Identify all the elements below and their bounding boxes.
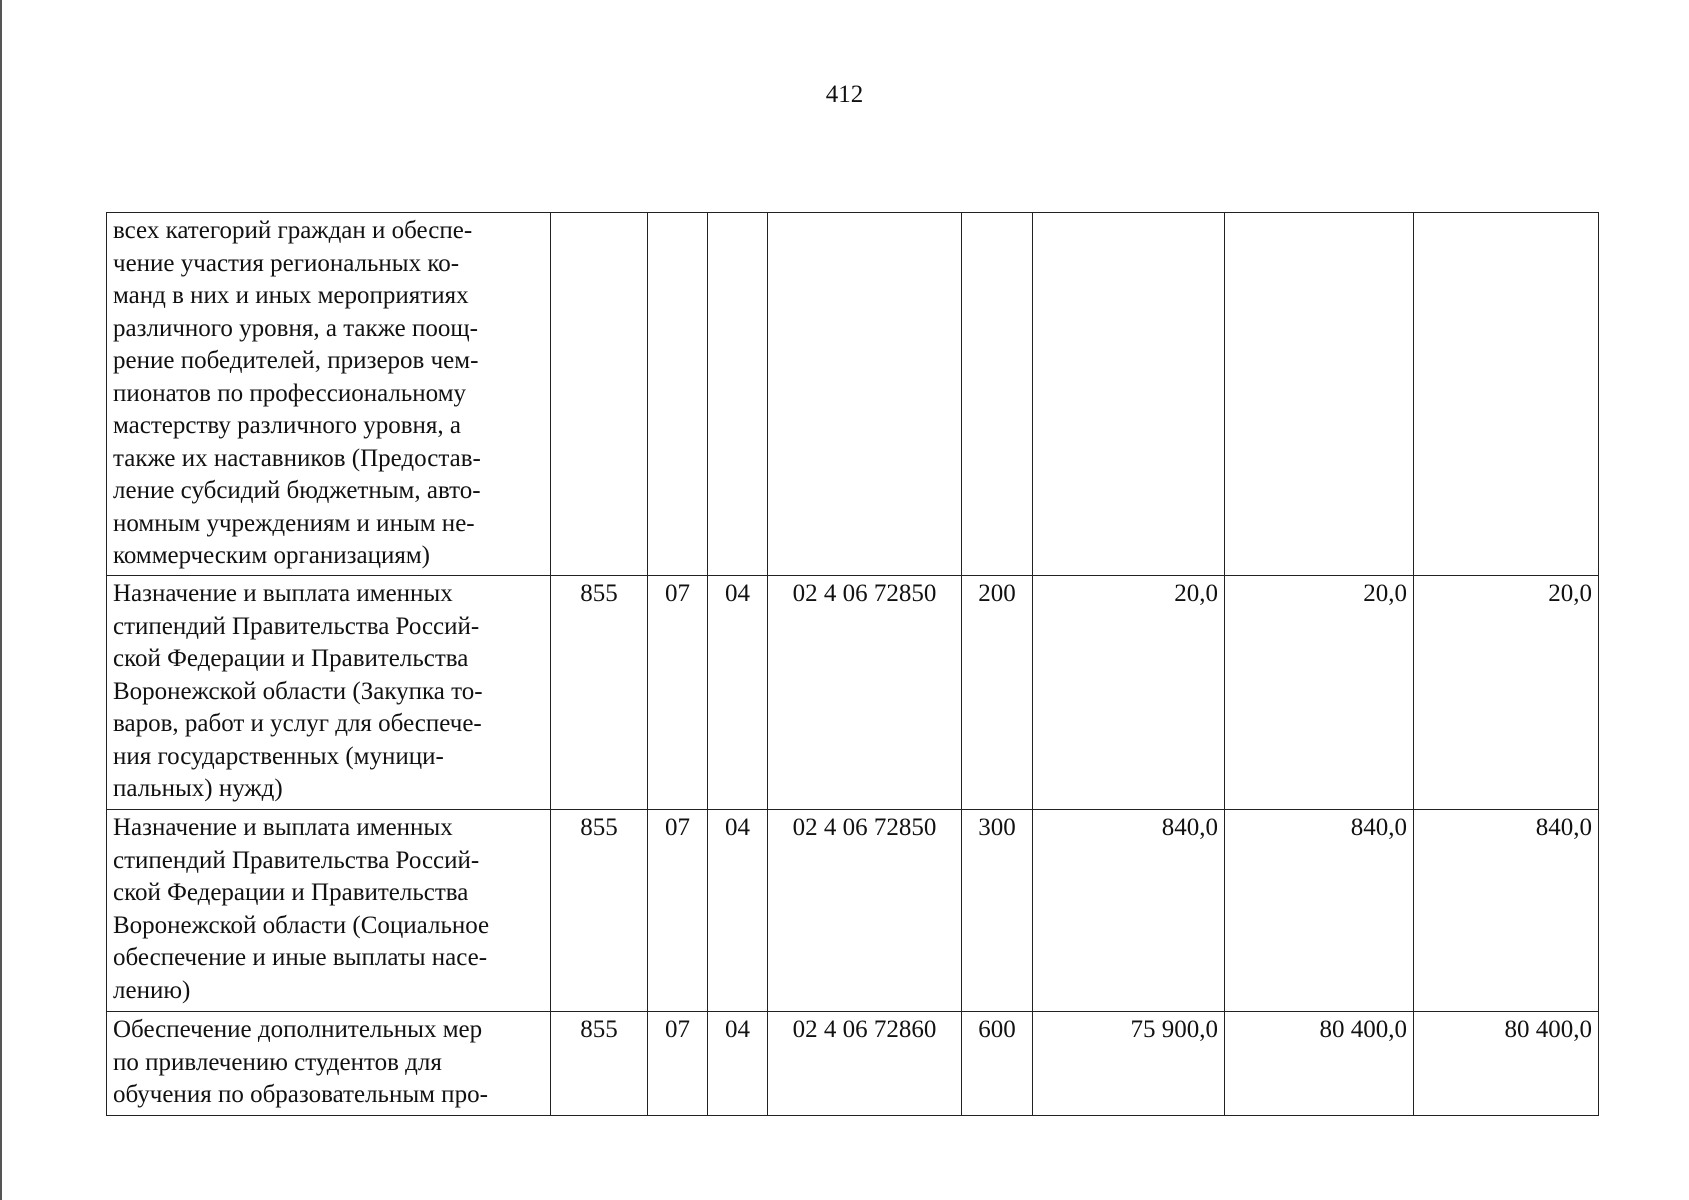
cell-csr: 02 4 06 72860	[768, 1012, 962, 1116]
description-line: мастерству различного уровня, а	[113, 412, 462, 439]
cell-sum-2: 80 400,0	[1225, 1012, 1414, 1116]
cell-vr	[962, 213, 1033, 576]
cell-grbs: 855	[551, 1012, 648, 1116]
scan-left-edge	[0, 0, 2, 1200]
cell-rz	[648, 213, 708, 576]
description-line: Обеспечение дополнительных мер	[113, 1016, 483, 1043]
cell-csr: 02 4 06 72850	[768, 810, 962, 1012]
description-line: манд в них и иных мероприятиях	[113, 282, 469, 309]
description-line: по привлечению студентов для	[113, 1048, 442, 1076]
row-description	[107, 576, 551, 810]
cell-rz: 07	[648, 576, 708, 810]
description-line: обеспечение и иные выплаты насе-	[113, 944, 488, 971]
description-line: различного уровня, а также поощ-	[113, 314, 478, 342]
description-line: ление субсидий бюджетным, авто-	[113, 477, 481, 504]
description-line: Назначение и выплата именных	[113, 580, 453, 607]
description-line: коммерческим организациям)	[113, 542, 430, 569]
cell-grbs: 855	[551, 576, 648, 810]
cell-pr: 04	[708, 576, 768, 810]
row-description	[107, 213, 551, 576]
cell-grbs: 855	[551, 810, 648, 1012]
cell-pr: 04	[708, 1012, 768, 1116]
table-row	[107, 213, 1599, 576]
cell-sum-2: 20,0	[1225, 576, 1414, 810]
cell-sum-3: 840,0	[1414, 810, 1599, 1012]
table-row	[107, 810, 1599, 1012]
description-line: обучения по образовательным про-	[113, 1081, 488, 1108]
description-line: ской Федерации и Правительства	[113, 645, 469, 672]
description-line: номным учреждениям и иным не-	[113, 509, 475, 537]
cell-csr	[768, 213, 962, 576]
cell-sum-2: 840,0	[1225, 810, 1414, 1012]
description-line: Воронежской области (Закупка то-	[113, 677, 483, 705]
cell-vr: 600	[962, 1012, 1033, 1116]
cell-sum-2	[1225, 213, 1414, 576]
description-line: пальных) нужд)	[113, 775, 283, 802]
cell-csr: 02 4 06 72850	[768, 576, 962, 810]
description-line: стипендий Правительства Россий-	[113, 846, 480, 874]
budget-table	[106, 212, 1599, 1116]
description-line: всех категорий граждан и обеспе-	[113, 217, 473, 244]
description-line: ния государственных (муници-	[113, 742, 444, 770]
cell-rz: 07	[648, 1012, 708, 1116]
cell-pr	[708, 213, 768, 576]
description-line: также их наставников (Предостав-	[113, 444, 481, 472]
cell-sum-3: 80 400,0	[1414, 1012, 1599, 1116]
cell-sum-1: 840,0	[1033, 810, 1225, 1012]
description-line: лению)	[113, 976, 191, 1004]
description-line: варов, работ и услуг для обеспече-	[113, 710, 482, 737]
description-line: стипендий Правительства Россий-	[113, 612, 480, 640]
cell-grbs	[551, 213, 648, 576]
cell-sum-1	[1033, 213, 1225, 576]
description-line: пионатов по профессиональному	[113, 379, 467, 407]
description-line: рение победителей, призеров чем-	[113, 347, 479, 374]
description-line: Назначение и выплата именных	[113, 814, 453, 841]
cell-vr: 300	[962, 810, 1033, 1012]
cell-sum-1: 75 900,0	[1033, 1012, 1225, 1116]
page-number: 412	[825, 81, 864, 108]
table-row	[107, 576, 1599, 810]
cell-pr: 04	[708, 810, 768, 1012]
cell-sum-1: 20,0	[1033, 576, 1225, 810]
cell-sum-3: 20,0	[1414, 576, 1599, 810]
cell-vr: 200	[962, 576, 1033, 810]
description-line: Воронежской области (Социальное	[113, 911, 490, 939]
row-description	[107, 1012, 551, 1116]
description-line: чение участия региональных ко-	[113, 249, 460, 277]
row-description	[107, 810, 551, 1012]
description-line: ской Федерации и Правительства	[113, 879, 469, 906]
cell-rz: 07	[648, 810, 708, 1012]
cell-sum-3	[1414, 213, 1599, 576]
table-row	[107, 1012, 1599, 1116]
